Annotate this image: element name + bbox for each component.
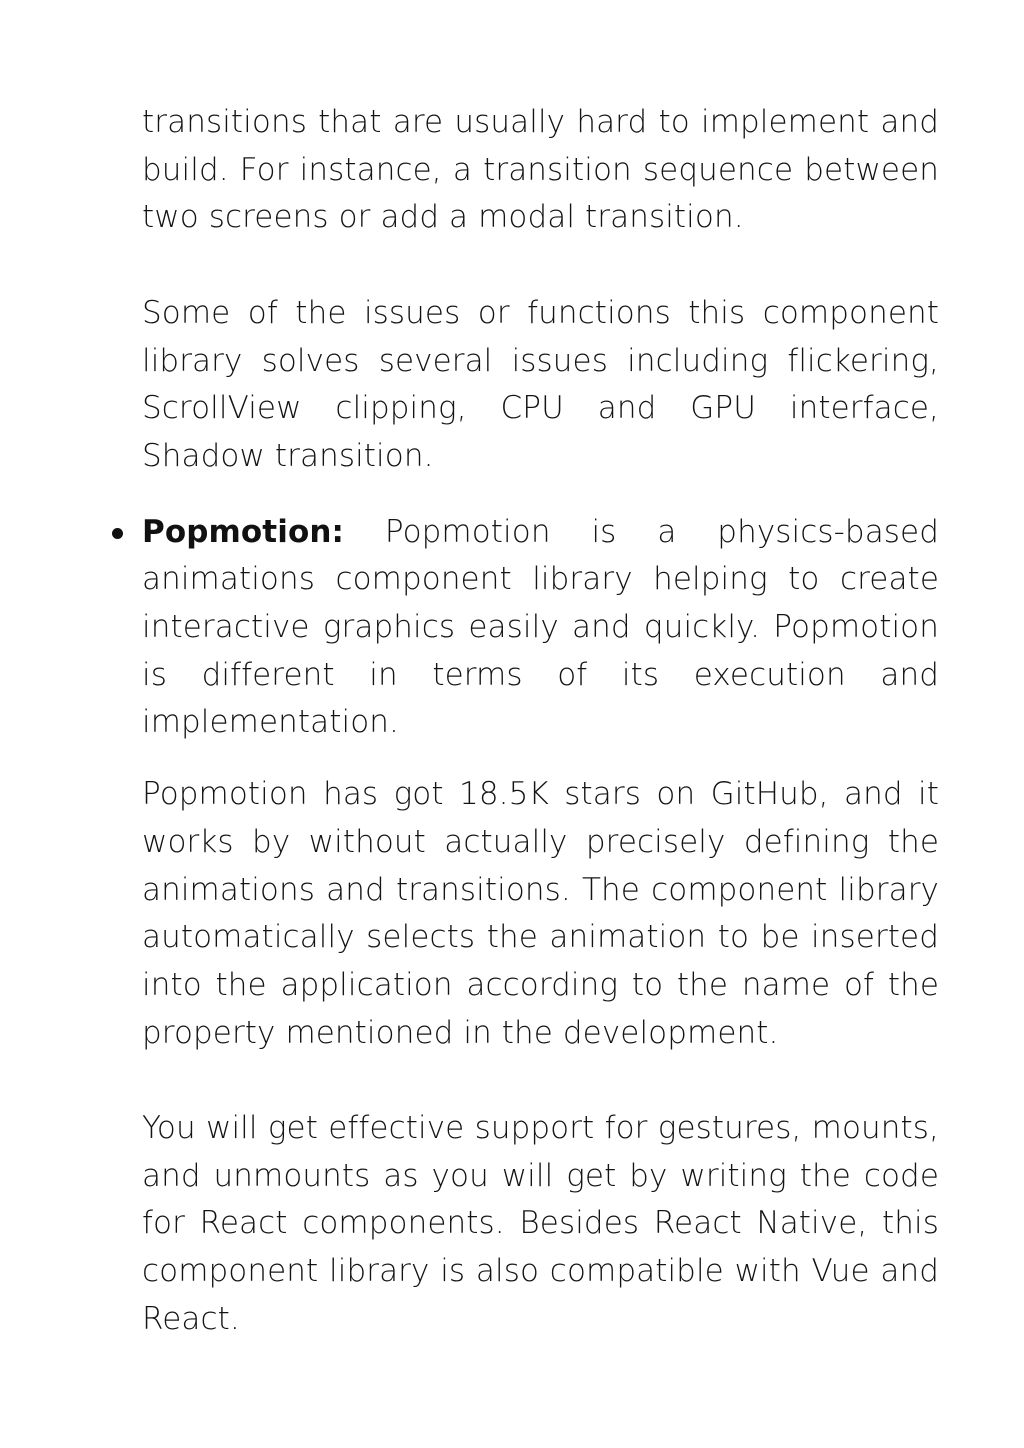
paragraph-issues: Some of the issues or functions this component library solves several issues including flickering, ScrollView clipping, CPU and GPU interface, Shadow transition. xyxy=(142,294,939,474)
paragraph-popmotion-support: You will get effective support for gestures, mounts, and unmounts as you will get by writing the code for React components. Besides React Native, this component library is also compatible with Vue and React. xyxy=(142,1110,939,1337)
paragraph-popmotion-intro xyxy=(142,509,939,748)
document-page xyxy=(142,99,939,1344)
list-item-popmotion xyxy=(142,509,939,1344)
popmotion-description: Popmotion is a physics-based animations component library helping to create interactive graphics easily and quickly. Popmotion is different in terms of its execution and implementation. xyxy=(142,513,939,741)
paragraph-transitions: transitions that are usually hard to implement and build. For instance, a transition sequence between two screens or add a modal transition. xyxy=(142,104,939,236)
bullet-icon xyxy=(112,528,123,539)
paragraph-popmotion-github: Popmotion has got 18.5K stars on GitHub, and it works by without actually precisely defining the animations and transitions. The component library automatically selects the animation to be inserted into the application according to the name of the property mentioned in the development. xyxy=(142,776,939,1051)
popmotion-term: Popmotion: xyxy=(142,513,345,550)
